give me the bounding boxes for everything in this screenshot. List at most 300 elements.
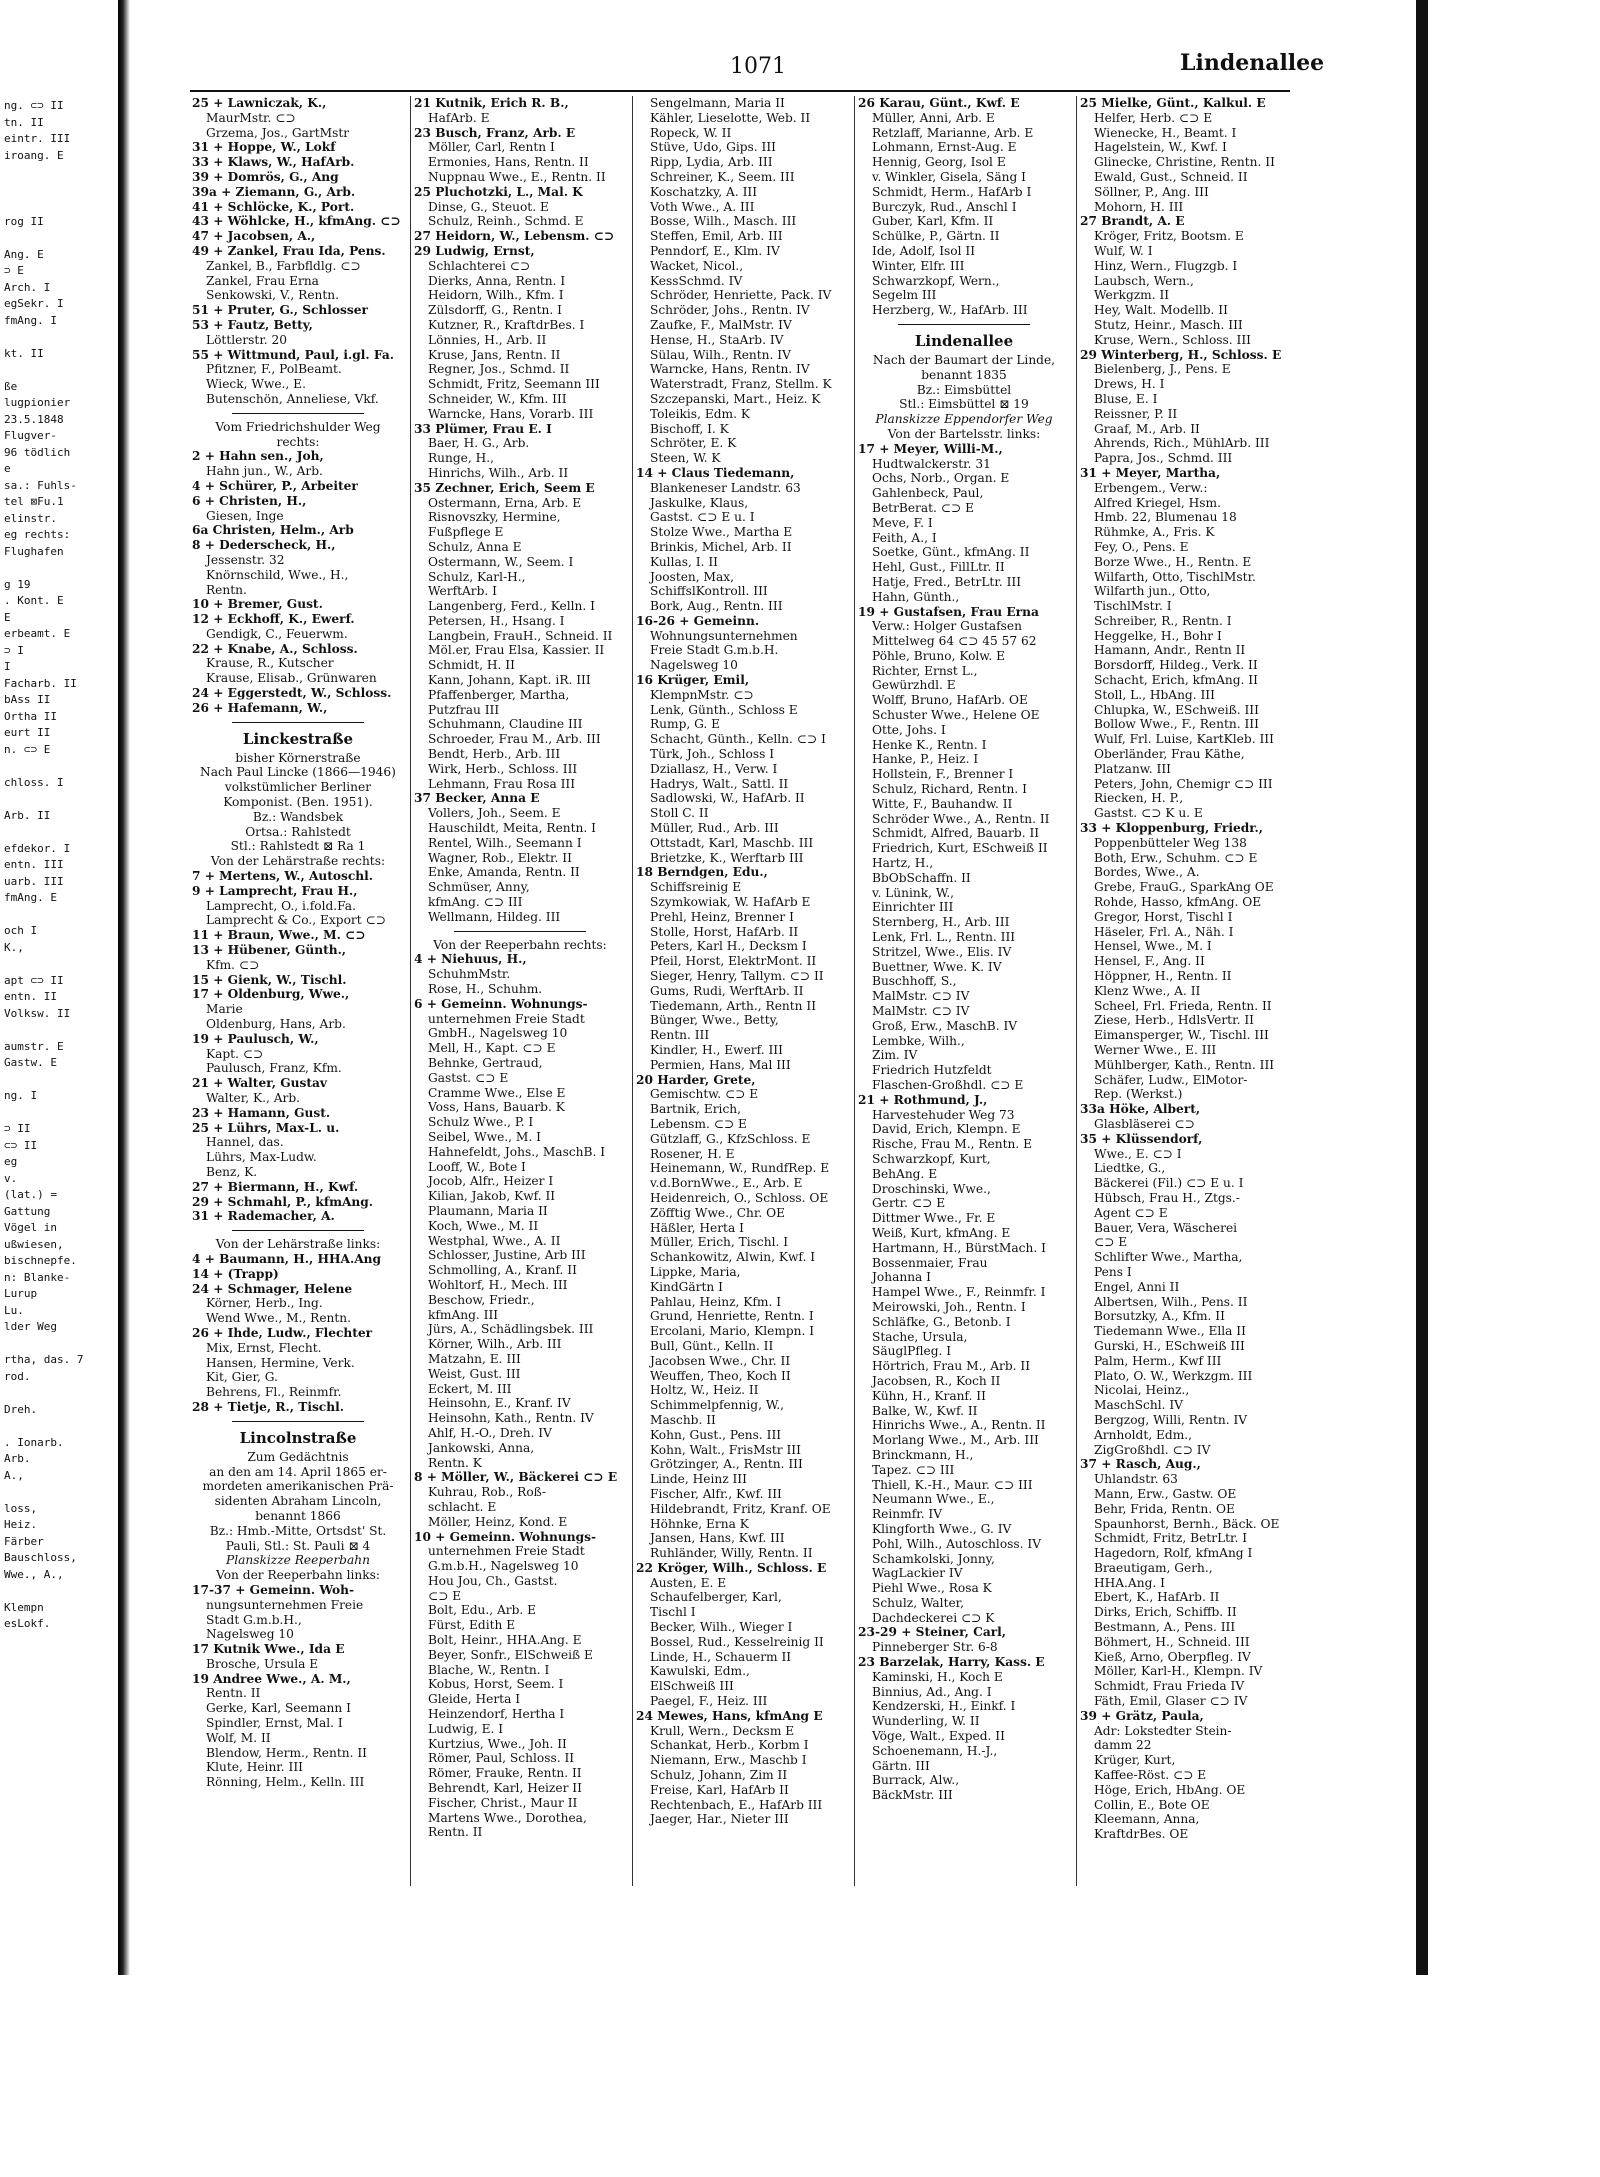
resident-entry: Wohnungsunternehmen bbox=[650, 628, 798, 643]
house-number-entry: 31 + Meyer, Martha, bbox=[1080, 465, 1221, 480]
street-note: Stl.: Rahlstedt ⊠ Ra 1 bbox=[230, 839, 366, 854]
house-number-entry: 24 + Eggerstedt, W., Schloss. bbox=[192, 686, 392, 701]
resident-entry: Benz, K. bbox=[206, 1164, 258, 1179]
resident-entry: Wieck, Wwe., E. bbox=[206, 377, 306, 392]
house-number-entry: 8 + Möller, W., Bäckerei ⊂⊃ E bbox=[414, 1470, 618, 1485]
street-note: Nach der Baumart der Linde, bbox=[872, 352, 1056, 367]
right-margin bbox=[1428, 0, 1600, 2177]
resident-entry: Glinecke, Christine, Rentn. II bbox=[1094, 155, 1275, 170]
resident-entry: Behnke, Gertraud, bbox=[428, 1056, 543, 1070]
house-number-entry: 25 + Lührs, Max-L. u. bbox=[192, 1120, 340, 1135]
left-page-text-fragment: rod. bbox=[4, 1369, 31, 1383]
resident-entry: Uhlandstr. 63 bbox=[1094, 1472, 1178, 1487]
street-note: Bz.: Eimsbüttel bbox=[916, 382, 1012, 397]
resident-entry: Werner Wwe., E. III bbox=[1094, 1043, 1217, 1057]
resident-entry: Balke, W., Kwf. II bbox=[872, 1403, 978, 1418]
resident-entry: Müller, Rud., Arb. III bbox=[650, 821, 779, 836]
house-number-entry: 7 + Mertens, W., Autoschl. bbox=[192, 869, 374, 884]
resident-entry: Regner, Jos., Schmd. II bbox=[428, 362, 570, 377]
resident-entry: Wolf, M. II bbox=[206, 1730, 271, 1745]
house-number-entry: 31 + Rademacher, A. bbox=[192, 1209, 335, 1224]
left-page-text-fragment: aumstr. E bbox=[4, 1039, 64, 1053]
resident-entry: BäckMstr. III bbox=[872, 1788, 953, 1803]
left-page-text-fragment: Facharb. II bbox=[4, 676, 77, 690]
resident-entry: Warncke, Hans, Vorarb. III bbox=[428, 406, 594, 421]
resident-entry: Martens Wwe., Dorothea, bbox=[428, 1810, 587, 1825]
left-page-text-fragment: Ang. E bbox=[4, 247, 44, 261]
resident-entry: Kruse, Jans, Rentn. II bbox=[428, 347, 561, 362]
left-page-fragment bbox=[0, 0, 129, 1975]
house-number-entry: 9 + Lamprecht, Frau H., bbox=[192, 883, 358, 898]
resident-entry: Prehl, Heinz, Brenner I bbox=[650, 909, 794, 924]
resident-entry: Pens I bbox=[1094, 1264, 1132, 1279]
left-page-text-fragment: n: Blanke- bbox=[4, 1270, 71, 1284]
resident-entry: Gregor, Horst, Tischl I bbox=[1094, 909, 1233, 924]
left-page-text-fragment: I bbox=[4, 660, 11, 673]
left-page-text-fragment: elinstr. bbox=[4, 511, 57, 525]
resident-entry: Burczyk, Rud., Anschl I bbox=[872, 199, 1017, 214]
left-page-text-fragment: . Ionarb. bbox=[4, 1435, 64, 1449]
resident-entry: Tiedemann Wwe., Ella II bbox=[1094, 1324, 1246, 1339]
resident-entry: Reissner, P. II bbox=[1094, 406, 1178, 421]
resident-entry: Fischer, Christ., Maur II bbox=[428, 1795, 578, 1810]
resident-entry: ZigGroßhdl. ⊂⊃ IV bbox=[1094, 1442, 1211, 1457]
left-page-text-fragment: ße bbox=[4, 379, 18, 393]
resident-entry: Rentel, Wilh., Seemann I bbox=[428, 835, 582, 850]
resident-entry: Blankeneser Landstr. 63 bbox=[650, 480, 801, 495]
resident-entry: Wwe., E. ⊂⊃ I bbox=[1094, 1146, 1182, 1161]
left-page-text-fragment: tn. II bbox=[4, 115, 44, 129]
left-page-text-fragment: g 19 bbox=[4, 577, 31, 591]
house-number-entry: 33 + Klaws, W., HafArb. bbox=[192, 155, 355, 170]
resident-entry: Römer, Paul, Schloss. II bbox=[428, 1751, 575, 1766]
resident-entry: Oberländer, Frau Käthe, bbox=[1094, 747, 1245, 762]
resident-entry: Kaffee-Röst. ⊂⊃ E bbox=[1094, 1768, 1207, 1783]
resident-entry: Rep. (Werkst.) bbox=[1094, 1087, 1183, 1102]
resident-entry: Stolle, Horst, HafArb. II bbox=[650, 924, 799, 939]
house-number-entry: 26 Karau, Günt., Kwf. E bbox=[858, 96, 1020, 110]
resident-entry: Brosche, Ursula E bbox=[206, 1656, 319, 1671]
resident-entry: Türk, Joh., Schloss I bbox=[650, 747, 775, 762]
resident-entry: Borsdorff, Hildeg., Verk. II bbox=[1094, 658, 1258, 673]
resident-entry: Linde, Heinz III bbox=[650, 1472, 747, 1487]
street-note: Bz.: Hmb.-Mitte, Ortsdst' St. bbox=[209, 1523, 387, 1538]
resident-entry: Hansen, Hermine, Verk. bbox=[206, 1355, 355, 1370]
left-page-text-fragment: ⊃ E bbox=[4, 264, 24, 277]
resident-entry: Fischer, Alfr., Kwf. III bbox=[650, 1486, 782, 1501]
resident-entry: Mohorn, H. III bbox=[1094, 199, 1184, 214]
resident-entry: Hadrys, Walt., Sattl. II bbox=[650, 776, 789, 791]
resident-entry: Bendt, Herb., Arb. III bbox=[428, 747, 561, 762]
resident-entry: Ewald, Gust., Schneid. II bbox=[1094, 169, 1248, 184]
left-page-text-fragment: lder Weg bbox=[4, 1320, 57, 1333]
resident-entry: Bordes, Wwe., A. bbox=[1094, 865, 1200, 880]
resident-entry: Mann, Erw., Gastw. OE bbox=[1094, 1486, 1237, 1501]
resident-entry: Schröter, E. K bbox=[650, 436, 737, 451]
resident-entry: Henke K., Rentn. I bbox=[872, 737, 987, 752]
house-number-entry: 31 + Hoppe, W., Lokf bbox=[192, 140, 336, 155]
page-number: 1071 bbox=[730, 54, 786, 79]
resident-entry: Meirowski, Joh., Rentn. I bbox=[872, 1299, 1026, 1314]
house-number-entry: 19 + Gustafsen, Frau Erna bbox=[858, 604, 1039, 619]
left-page-text-fragment: lugpionier bbox=[4, 396, 71, 409]
resident-entry: Stoll, L., HbAng. III bbox=[1094, 687, 1215, 702]
resident-entry: Droschinski, Wwe., bbox=[872, 1181, 991, 1196]
resident-entry: Hanke, P., Heiz. I bbox=[872, 752, 979, 767]
resident-entry: Kullas, I. II bbox=[650, 554, 718, 569]
resident-entry: Hampel Wwe., F., Reinmfr. I bbox=[872, 1285, 1046, 1300]
house-number-entry: 25 Pluchotzki, L., Mal. K bbox=[414, 184, 583, 199]
resident-entry: Ruhländer, Willy, Rentn. II bbox=[650, 1546, 813, 1561]
resident-entry: Zöfftig Wwe., Chr. OE bbox=[650, 1205, 786, 1220]
resident-entry: Häseler, Frl. A., Näh. I bbox=[1094, 924, 1234, 939]
resident-entry: Ziese, Herb., HdlsVertr. II bbox=[1094, 1013, 1254, 1028]
house-number-entry: 15 + Gienk, W., Tischl. bbox=[192, 972, 347, 987]
house-number-entry: 22 Kröger, Wilh., Schloss. E bbox=[636, 1560, 827, 1575]
resident-entry: Schlosser, Justine, Arb III bbox=[428, 1248, 586, 1263]
house-number-entry: 25 + Lawniczak, K., bbox=[192, 96, 327, 110]
resident-entry: Schankowitz, Alwin, Kwf. I bbox=[650, 1250, 816, 1265]
house-number-entry: 17 Kutnik Wwe., Ida E bbox=[192, 1642, 345, 1657]
street-note: sidenten Abraham Lincoln, bbox=[214, 1494, 382, 1509]
house-number-entry: 17 + Oldenburg, Wwe., bbox=[192, 987, 350, 1002]
house-number-entry: 49 + Zankel, Frau Ida, Pens. bbox=[192, 243, 386, 258]
resident-entry: Rentn. II bbox=[428, 1825, 483, 1840]
resident-entry: Stolze Wwe., Martha E bbox=[650, 525, 793, 540]
house-number-entry: 12 + Eckhoff, K., Ewerf. bbox=[192, 612, 355, 627]
section-rule bbox=[232, 1230, 364, 1231]
resident-entry: Behr, Frida, Rentn. OE bbox=[1094, 1501, 1235, 1516]
resident-entry: Rosener, H. E bbox=[650, 1146, 735, 1161]
left-page-text-fragment: rtha, das. 7 bbox=[4, 1353, 84, 1366]
resident-entry: Braeutigam, Gerh., bbox=[1094, 1560, 1213, 1575]
resident-entry: Hamann, Andr., Rentn II bbox=[1094, 643, 1246, 658]
resident-entry: Collin, E., Bote OE bbox=[1094, 1797, 1210, 1812]
resident-entry: Hahn, Günth., bbox=[872, 589, 960, 604]
resident-entry: Zankel, Frau Erna bbox=[206, 273, 319, 288]
resident-entry: Graaf, M., Arb. II bbox=[1094, 421, 1200, 436]
resident-entry: Pohl, Wilh., Autoschloss. IV bbox=[872, 1536, 1042, 1551]
resident-entry: Riecken, H. P., bbox=[1094, 791, 1184, 806]
resident-entry: Flaschen-Großhdl. ⊂⊃ E bbox=[872, 1078, 1024, 1092]
resident-entry: v. Lünink, W., bbox=[872, 885, 955, 900]
resident-entry: Körner, Herb., Ing. bbox=[206, 1296, 323, 1311]
resident-entry: Klingforth Wwe., G. IV bbox=[872, 1521, 1012, 1536]
resident-entry: Heinsohn, E., Kranf. IV bbox=[428, 1396, 571, 1411]
resident-entry: Heinemann, W., RundfRep. E bbox=[650, 1161, 830, 1176]
resident-entry: Ebert, K., HafArb. II bbox=[1094, 1590, 1220, 1605]
left-page-text-fragment: ußwiesen, bbox=[4, 1237, 64, 1251]
resident-entry: Kindler, H., Ewerf. III bbox=[650, 1043, 783, 1057]
resident-entry: Burrack, Alw., bbox=[872, 1773, 960, 1788]
house-number-entry: 16 Krüger, Emil, bbox=[636, 673, 750, 688]
house-number-entry: 21 + Rothmund, J., bbox=[858, 1092, 988, 1107]
resident-entry: Bolt, Edu., Arb. E bbox=[428, 1603, 537, 1618]
resident-entry: Schlifter Wwe., Martha, bbox=[1094, 1250, 1243, 1265]
resident-entry: Gützlaff, G., KfzSchloss. E bbox=[650, 1131, 811, 1146]
resident-entry: Hensel, F., Ang. II bbox=[1094, 954, 1205, 969]
left-page-text-fragment: eg bbox=[4, 1155, 18, 1168]
resident-entry: KindGärtn I bbox=[650, 1279, 723, 1294]
resident-entry: SchuhmMstr. bbox=[428, 967, 511, 982]
resident-entry: GmbH., Nagelsweg 10 bbox=[428, 1026, 568, 1041]
resident-entry: Engel, Anni II bbox=[1094, 1279, 1180, 1294]
resident-entry: Wienecke, H., Beamt. I bbox=[1094, 125, 1237, 140]
resident-entry: Bergzog, Willi, Rentn. IV bbox=[1094, 1412, 1248, 1427]
resident-entry: Wilfarth, Otto, TischlMstr. bbox=[1094, 569, 1256, 584]
resident-entry: Schankat, Herb., Korbm I bbox=[650, 1738, 809, 1753]
house-number-entry: 28 + Tietje, R., Tischl. bbox=[192, 1399, 344, 1414]
resident-entry: Kähler, Lieselotte, Web. II bbox=[650, 110, 811, 125]
resident-entry: Seibel, Wwe., M. I bbox=[428, 1129, 541, 1144]
street-note: mordeten amerikanischen Prä- bbox=[202, 1479, 394, 1494]
section-rule bbox=[454, 931, 586, 932]
house-number-entry: 47 + Jacobsen, A., bbox=[192, 229, 316, 244]
resident-entry: Weist, Gust. III bbox=[428, 1366, 521, 1381]
house-number-entry: 13 + Hübener, Günth., bbox=[192, 943, 347, 958]
left-page-text-fragment: 96 tödlich bbox=[4, 445, 71, 459]
resident-entry: Wirk, Herb., Schloss. III bbox=[428, 761, 578, 776]
resident-entry: Schülke, P., Gärtn. II bbox=[872, 229, 1000, 244]
house-number-entry: 17 + Meyer, Willi-M., bbox=[858, 441, 1003, 456]
left-page-text-fragment: bischnepfe. bbox=[4, 1254, 77, 1267]
street-note: volkstümlicher Berliner bbox=[224, 780, 372, 795]
resident-entry: Rentn. K bbox=[428, 1455, 482, 1470]
resident-entry: Rose, H., Schuhm. bbox=[428, 982, 543, 997]
resident-entry: Wohltorf, H., Mech. III bbox=[428, 1277, 568, 1292]
resident-entry: Glasbläserei ⊂⊃ bbox=[1094, 1116, 1195, 1131]
resident-entry: Rentn. bbox=[206, 582, 247, 597]
house-number-entry: 29 Ludwig, Ernst, bbox=[414, 243, 535, 258]
resident-entry: Lührs, Max-Ludw. bbox=[206, 1150, 317, 1165]
resident-entry: Bosse, Wilh., Masch. III bbox=[650, 214, 797, 229]
house-number-entry: 37 Becker, Anna E bbox=[414, 791, 540, 806]
house-number-entry: 23 + Hamann, Gust. bbox=[192, 1105, 331, 1120]
resident-entry: Stritzel, Wwe., Elis. IV bbox=[872, 944, 1012, 959]
resident-entry: Gemischtw. ⊂⊃ E bbox=[650, 1087, 759, 1102]
resident-entry: Mix, Ernst, Flecht. bbox=[206, 1340, 322, 1355]
resident-entry: Groß, Erw., MaschB. IV bbox=[872, 1018, 1018, 1033]
resident-entry: Hudtwalckerstr. 31 bbox=[872, 456, 991, 471]
street-note: rechts: bbox=[276, 434, 320, 449]
resident-entry: Schreiner, K., Seem. III bbox=[650, 169, 795, 184]
resident-entry: Freise, Karl, HafArb II bbox=[650, 1782, 789, 1797]
resident-entry: Hahn jun., W., Arb. bbox=[206, 464, 323, 479]
resident-entry: Hou Jou, Ch., Gastst. bbox=[428, 1573, 558, 1588]
resident-entry: Oldenburg, Hans, Arb. bbox=[206, 1017, 346, 1032]
house-number-entry: 51 + Pruter, G., Schlosser bbox=[192, 303, 368, 318]
resident-entry: Lenk, Frl. L., Rentn. III bbox=[872, 930, 1016, 945]
resident-entry: Bollow Wwe., F., Rentn. III bbox=[1094, 717, 1259, 732]
left-page-text-fragment: eg rechts: bbox=[4, 528, 71, 541]
resident-entry: Schuhmann, Claudine III bbox=[428, 717, 583, 732]
resident-entry: Schacht, Günth., Kelln. ⊂⊃ I bbox=[650, 732, 826, 747]
street-note: Nach Paul Lincke (1866—1946) bbox=[200, 765, 396, 780]
resident-entry: Ottstadt, Karl, Maschb. III bbox=[650, 835, 814, 850]
resident-entry: Schröder Wwe., A., Rentn. II bbox=[872, 811, 1050, 826]
left-page-text-fragment: ng. I bbox=[4, 1089, 38, 1102]
resident-entry: Schulz, Reinh., Schmd. E bbox=[428, 214, 584, 229]
resident-entry: Jürs, A., Schädlingsbek. III bbox=[428, 1322, 594, 1337]
resident-entry: Jacobsen Wwe., Chr. II bbox=[650, 1353, 791, 1368]
book-gutter bbox=[118, 0, 130, 1975]
street-note: Stl.: Eimsbüttel ⊠ 19 bbox=[899, 397, 1029, 412]
resident-entry: Nagelsweg 10 bbox=[650, 658, 738, 673]
resident-entry: Senkowski, V., Rentn. bbox=[206, 288, 340, 303]
left-page-text-fragment: eintr. III bbox=[4, 132, 71, 145]
resident-entry: Schulz, Anna E bbox=[428, 539, 522, 554]
resident-entry: Jacobsen, R., Koch II bbox=[872, 1373, 1001, 1388]
resident-entry: Kruse, Wern., Schloss. III bbox=[1094, 332, 1251, 347]
resident-entry: Spaunhorst, Bernh., Bäck. OE bbox=[1094, 1516, 1280, 1531]
house-number-entry: 24 Mewes, Hans, kfmAng E bbox=[636, 1708, 823, 1723]
column-divider bbox=[854, 96, 855, 1886]
resident-entry: Guber, Karl, Kfm. II bbox=[872, 214, 994, 229]
resident-entry: Bielenberg, J., Pens. E bbox=[1094, 362, 1231, 377]
left-page-text-fragment: A., bbox=[4, 1468, 24, 1482]
resident-entry: Neumann Wwe., E., bbox=[872, 1492, 995, 1507]
resident-entry: Jessenstr. 32 bbox=[206, 552, 285, 567]
resident-entry: Jocob, Alfr., Heizer I bbox=[428, 1174, 554, 1189]
resident-entry: nungsunternehmen Freie bbox=[206, 1597, 364, 1612]
resident-entry: Matzahn, E. III bbox=[428, 1351, 521, 1366]
resident-entry: Hagelstein, W., Kwf. I bbox=[1094, 140, 1227, 155]
resident-entry: Ahrends, Rich., MühlArb. III bbox=[1094, 436, 1270, 451]
left-page-text-fragment: v. bbox=[4, 1171, 18, 1185]
left-page-text-fragment: och I bbox=[4, 924, 38, 937]
resident-entry: Kröger, Fritz, Bootsm. E bbox=[1094, 229, 1244, 244]
resident-entry: Möller, Heinz, Kond. E bbox=[428, 1514, 568, 1529]
street-note: Komponist. (Ben. 1951). bbox=[223, 795, 373, 810]
resident-entry: Fey, O., Pens. E bbox=[1094, 539, 1189, 554]
left-page-text-fragment: Lu. bbox=[4, 1303, 24, 1317]
plan-reference: Planskizze Eppendorfer Weg bbox=[875, 412, 1053, 427]
resident-entry: Grebe, FrauG., SparkAng OE bbox=[1094, 880, 1274, 895]
house-number-entry: 22 + Knabe, A., Schloss. bbox=[192, 641, 358, 656]
left-page-text-fragment: e bbox=[4, 462, 11, 475]
resident-entry: Lohmann, Ernst-Aug. E bbox=[872, 140, 1017, 155]
house-number-entry: 33a Höke, Albert, bbox=[1080, 1102, 1201, 1117]
resident-entry: Platzanw. III bbox=[1094, 761, 1171, 776]
resident-entry: Stache, Ursula, bbox=[872, 1329, 968, 1344]
resident-entry: HafArb. E bbox=[428, 110, 490, 125]
left-page-text-fragment: entn. II bbox=[4, 990, 57, 1003]
resident-entry: Gärtn. III bbox=[872, 1758, 930, 1773]
resident-entry: Witte, F., Bauhandw. II bbox=[872, 796, 1013, 811]
resident-entry: Klute, Heinr. III bbox=[206, 1760, 303, 1775]
house-number-entry: 35 + Klüssendorf, bbox=[1080, 1131, 1203, 1146]
resident-entry: Looff, W., Bote I bbox=[428, 1159, 526, 1174]
resident-entry: Schmidt, Fritz, BetrLtr. I bbox=[1094, 1531, 1248, 1546]
resident-entry: Nicolai, Heinz., bbox=[1094, 1383, 1190, 1398]
resident-entry: Liedtke, G., bbox=[1094, 1161, 1166, 1176]
resident-entry: Grund, Henriette, Rentn. I bbox=[650, 1309, 814, 1324]
left-page-text-fragment: Flugver- bbox=[4, 429, 57, 442]
resident-entry: Wilfarth jun., Otto, bbox=[1094, 584, 1211, 599]
left-page-text-fragment: Gattung bbox=[4, 1204, 51, 1218]
resident-entry: Marie bbox=[206, 1002, 243, 1017]
resident-entry: Hildebrandt, Fritz, Kranf. OE bbox=[650, 1501, 831, 1516]
resident-entry: Zaufke, F., MalMstr. IV bbox=[650, 317, 792, 332]
resident-entry: Eimansperger, W., Tischl. III bbox=[1094, 1028, 1269, 1043]
resident-entry: Grötzinger, A., Rentn. III bbox=[650, 1457, 803, 1472]
resident-entry: Werkgzm. II bbox=[1094, 288, 1170, 303]
resident-entry: Hinrichs, Wilh., Arb. II bbox=[428, 465, 569, 480]
house-number-entry: 10 + Bremer, Gust. bbox=[192, 597, 323, 612]
resident-entry: Ercolani, Mario, Klempn. I bbox=[650, 1324, 815, 1339]
resident-entry: Dinse, G., Steuot. E bbox=[428, 199, 549, 214]
resident-entry: Krull, Wern., Decksm E bbox=[650, 1723, 795, 1738]
column-divider bbox=[1076, 96, 1077, 1886]
resident-entry: KessSchmd. IV bbox=[650, 273, 743, 288]
left-page-text-fragment: Vögel in bbox=[4, 1221, 57, 1234]
resident-entry: Hense, H., StaArb. IV bbox=[650, 332, 784, 347]
resident-entry: Vöge, Walt., Exped. II bbox=[872, 1729, 1005, 1744]
house-number-entry: 14 + Claus Tiedemann, bbox=[636, 465, 795, 480]
resident-entry: v.d.BornWwe., E., Arb. E bbox=[650, 1176, 803, 1191]
resident-entry: Blendow, Herm., Rentn. II bbox=[206, 1745, 367, 1760]
street-note: Von der Reeperbahn rechts: bbox=[433, 937, 607, 952]
resident-entry: Schamkolski, Jonny, bbox=[872, 1551, 995, 1566]
street-note: Ortsa.: Rahlstedt bbox=[245, 824, 351, 839]
resident-entry: Wunderling, W. II bbox=[872, 1714, 980, 1729]
house-number-entry: 20 Harder, Grete, bbox=[636, 1072, 756, 1087]
resident-entry: Pfaffenberger, Martha, bbox=[428, 687, 570, 702]
resident-entry: MalMstr. ⊂⊃ IV bbox=[872, 1004, 970, 1019]
resident-entry: Klenz Wwe., A. II bbox=[1094, 983, 1201, 998]
resident-entry: Hennig, Georg, Isol E bbox=[872, 155, 1006, 170]
resident-entry: Ludwig, E. I bbox=[428, 1721, 504, 1736]
resident-entry: Behrendt, Karl, Heizer II bbox=[428, 1781, 582, 1796]
resident-entry: Mell, H., Kapt. ⊂⊃ E bbox=[428, 1041, 556, 1056]
resident-entry: Weuffen, Theo, Koch II bbox=[650, 1368, 791, 1383]
resident-entry: Johanna I bbox=[872, 1270, 931, 1285]
resident-entry: Tapez. ⊂⊃ III bbox=[872, 1462, 955, 1477]
resident-entry: Schacht, Erich, kfmAng. II bbox=[1094, 673, 1258, 688]
resident-entry: Ropeck, W. II bbox=[650, 125, 732, 140]
resident-entry: Arnholdt, Edm., bbox=[1094, 1427, 1193, 1442]
resident-entry: Schaufelberger, Karl, bbox=[650, 1590, 782, 1605]
house-number-entry: 8 + Dederscheck, H., bbox=[192, 538, 336, 553]
resident-entry: BehAng. E bbox=[872, 1166, 938, 1181]
resident-entry: TischlMstr. I bbox=[1094, 599, 1172, 614]
resident-entry: Plaumann, Maria II bbox=[428, 1203, 548, 1218]
street-note: benannt 1866 bbox=[255, 1508, 341, 1523]
house-number-entry: 23 Busch, Franz, Arb. E bbox=[414, 125, 576, 140]
left-page-text-fragment: egSekr. I bbox=[4, 297, 64, 310]
resident-entry: Heggelke, H., Bohr I bbox=[1094, 628, 1222, 643]
column-divider bbox=[410, 96, 411, 1886]
resident-entry: Stoll C. II bbox=[650, 806, 709, 821]
resident-entry: Pöhle, Bruno, Kolw. E bbox=[872, 648, 1005, 663]
resident-entry: Mühlberger, Kath., Rentn. III bbox=[1094, 1057, 1275, 1072]
resident-entry: Bull, Günt., Kelln. II bbox=[650, 1338, 774, 1353]
resident-entry: Binnius, Ad., Ang. I bbox=[872, 1684, 992, 1699]
resident-entry: Segelm III bbox=[872, 288, 937, 303]
section-rule bbox=[232, 413, 364, 414]
resident-entry: Petersen, H., Hsang. I bbox=[428, 613, 565, 628]
resident-entry: Schulz Wwe., P. I bbox=[428, 1115, 534, 1130]
resident-entry: Freie Stadt G.m.b.H. bbox=[650, 643, 779, 658]
resident-entry: Hartz, H., bbox=[872, 856, 934, 871]
resident-entry: Körner, Wilh., Arb. III bbox=[428, 1337, 562, 1352]
house-number-entry: 35 Zechner, Erich, Seem E bbox=[414, 480, 595, 495]
house-number-entry: 18 Berndgen, Edu., bbox=[636, 865, 768, 880]
street-note: Zum Gedächtnis bbox=[247, 1449, 349, 1464]
resident-entry: ⊂⊃ E bbox=[428, 1588, 462, 1603]
resident-entry: Rentn. III bbox=[650, 1028, 710, 1043]
resident-entry: Eckert, M. III bbox=[428, 1381, 512, 1396]
